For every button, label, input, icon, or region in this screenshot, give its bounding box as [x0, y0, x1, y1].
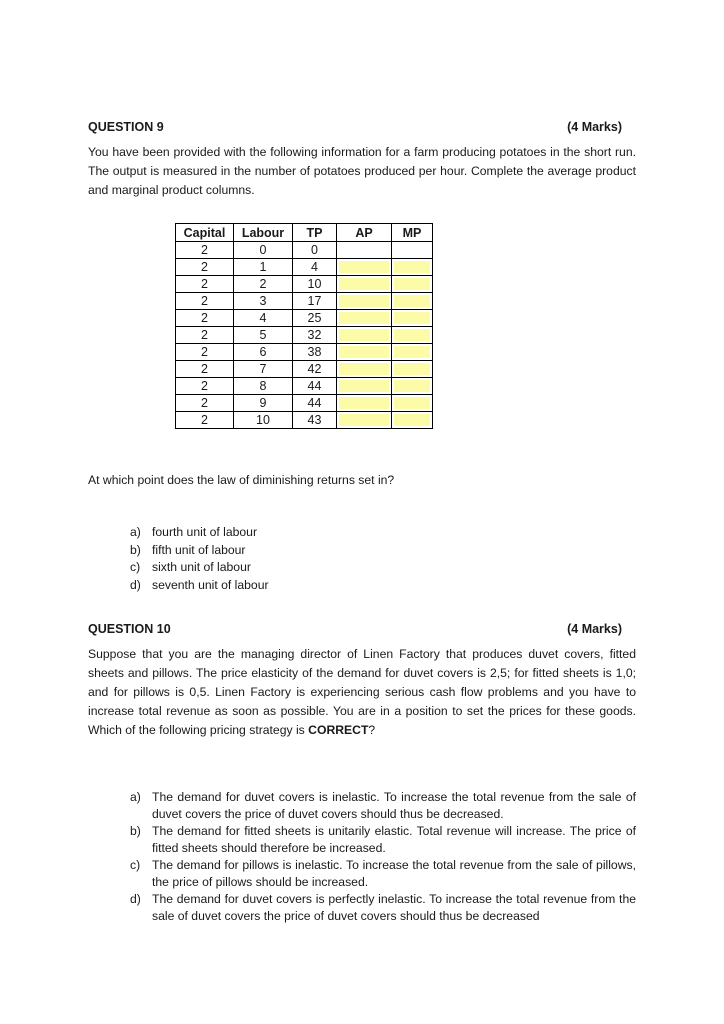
option-text: sixth unit of labour [152, 560, 251, 574]
cell-mp[interactable] [392, 276, 433, 293]
cell-mp[interactable] [392, 327, 433, 344]
option-text: The demand for pillows is inelastic. To increase the total revenue from the sale of pillows, the price of pillows should be increased. [152, 858, 636, 889]
question-10-intro [88, 645, 636, 740]
cell-labour: 4 [234, 310, 293, 327]
cell-mp[interactable] [392, 310, 433, 327]
question-10-options [130, 789, 636, 925]
question-10-header [88, 622, 622, 636]
cell-tp: 4 [293, 259, 337, 276]
cell-mp[interactable] [392, 242, 433, 259]
cell-ap[interactable] [337, 293, 392, 310]
cell-tp: 42 [293, 361, 337, 378]
cell-tp: 25 [293, 310, 337, 327]
table-row [176, 412, 433, 429]
cell-labour: 3 [234, 293, 293, 310]
cell-labour: 5 [234, 327, 293, 344]
cell-labour: 9 [234, 395, 293, 412]
cell-mp[interactable] [392, 412, 433, 429]
cell-mp[interactable] [392, 344, 433, 361]
cell-ap[interactable] [337, 276, 392, 293]
question-9-title: QUESTION 9 [88, 120, 164, 134]
cell-capital: 2 [176, 293, 234, 310]
cell-ap[interactable] [337, 361, 392, 378]
cell-tp: 43 [293, 412, 337, 429]
option-text: The demand for fitted sheets is unitarily elastic. Total revenue will increase. The price of fitted sheets should therefore be increased. [152, 824, 636, 855]
cell-capital: 2 [176, 276, 234, 293]
option-text: seventh unit of labour [152, 577, 269, 592]
option-label: b) [130, 824, 141, 838]
option-c[interactable] [130, 857, 636, 891]
table-row [176, 327, 433, 344]
option-label: d) [130, 577, 141, 592]
option-d[interactable] [130, 891, 636, 925]
option-label: c) [130, 560, 141, 574]
option-a[interactable] [130, 524, 269, 542]
cell-ap[interactable] [337, 412, 392, 429]
cell-tp: 0 [293, 242, 337, 259]
cell-capital: 2 [176, 378, 234, 395]
question-9-header [88, 120, 622, 134]
cell-ap[interactable] [337, 344, 392, 361]
option-text: fifth unit of labour [152, 542, 246, 557]
table-row [176, 395, 433, 412]
cell-labour: 2 [234, 276, 293, 293]
cell-labour: 7 [234, 361, 293, 378]
table-row [176, 344, 433, 361]
cell-capital: 2 [176, 344, 234, 361]
table-row [176, 276, 433, 293]
cell-tp: 10 [293, 276, 337, 293]
header-labour: Labour [234, 224, 293, 242]
question-10-marks: (4 Marks) [567, 622, 622, 636]
cell-labour: 0 [234, 242, 293, 259]
cell-ap[interactable] [337, 378, 392, 395]
option-label: a) [130, 790, 141, 804]
cell-tp: 32 [293, 327, 337, 344]
cell-tp: 44 [293, 378, 337, 395]
cell-mp[interactable] [392, 259, 433, 276]
cell-mp[interactable] [392, 293, 433, 310]
option-d[interactable] [130, 577, 269, 595]
question-10-intro-text: Suppose that you are the managing director of Linen Factory that produces duvet covers, fitted sheets and pillows. The price elasticity of the demand for duvet covers is 2,5; for fitted sheets is 1,0; and for pillows is 0,5. Linen Factory is experiencing serious cash flow problems and you have to increase total revenue as soon as possible. You are in a position to set the prices for these goods. Which of the following pricing strategy is [88, 647, 636, 737]
cell-mp[interactable] [392, 361, 433, 378]
table-row [176, 293, 433, 310]
question-9-marks: (4 Marks) [567, 120, 622, 134]
cell-ap[interactable] [337, 310, 392, 327]
question-10-intro-bold: CORRECT [308, 723, 369, 737]
table-row [176, 378, 433, 395]
table-row [176, 259, 433, 276]
cell-capital: 2 [176, 327, 234, 344]
header-ap: AP [337, 224, 392, 242]
question-9-options [130, 524, 269, 594]
table-header-row [176, 224, 433, 242]
cell-mp[interactable] [392, 395, 433, 412]
option-text: fourth unit of labour [152, 525, 258, 539]
header-tp: TP [293, 224, 337, 242]
cell-ap[interactable] [337, 259, 392, 276]
question-10-title: QUESTION 10 [88, 622, 171, 636]
question-10-intro-end: ? [368, 723, 376, 737]
header-mp: MP [392, 224, 433, 242]
table-row [176, 310, 433, 327]
cell-mp[interactable] [392, 378, 433, 395]
cell-capital: 2 [176, 412, 234, 429]
cell-ap[interactable] [337, 395, 392, 412]
cell-tp: 38 [293, 344, 337, 361]
cell-capital: 2 [176, 310, 234, 327]
option-b[interactable] [130, 542, 269, 560]
cell-capital: 2 [176, 361, 234, 378]
question-9-prompt: At which point does the law of diminishing returns set in? [88, 473, 395, 487]
cell-capital: 2 [176, 259, 234, 276]
option-text: The demand for duvet covers is inelastic. To increase the total revenue from the sale of duvet covers the price of duvet covers should thus be decreased. [152, 790, 636, 821]
cell-ap[interactable] [337, 242, 392, 259]
header-capital: Capital [176, 224, 234, 242]
option-label: c) [130, 858, 141, 872]
cell-capital: 2 [176, 242, 234, 259]
option-label: b) [130, 542, 141, 557]
cell-capital: 2 [176, 395, 234, 412]
cell-ap[interactable] [337, 327, 392, 344]
option-text: The demand for duvet covers is perfectly inelastic. To increase the total revenue from the sale of duvet covers the price of duvet covers should thus be decreased [152, 892, 636, 923]
cell-labour: 8 [234, 378, 293, 395]
table-row [176, 361, 433, 378]
cell-tp: 17 [293, 293, 337, 310]
cell-labour: 1 [234, 259, 293, 276]
option-label: d) [130, 892, 141, 906]
table-row [176, 242, 433, 259]
option-b[interactable] [130, 823, 636, 857]
question-9-intro: You have been provided with the following information for a farm producing potatoes in the short run. The output is measured in the number of potatoes produced per hour. Complete the average product and marginal product columns. [88, 145, 636, 197]
option-a[interactable] [130, 789, 636, 823]
production-table [175, 223, 433, 429]
cell-labour: 6 [234, 344, 293, 361]
cell-labour: 10 [234, 412, 293, 429]
production-table-body [176, 242, 433, 429]
option-c[interactable] [130, 559, 269, 577]
option-label: a) [130, 525, 141, 539]
cell-tp: 44 [293, 395, 337, 412]
